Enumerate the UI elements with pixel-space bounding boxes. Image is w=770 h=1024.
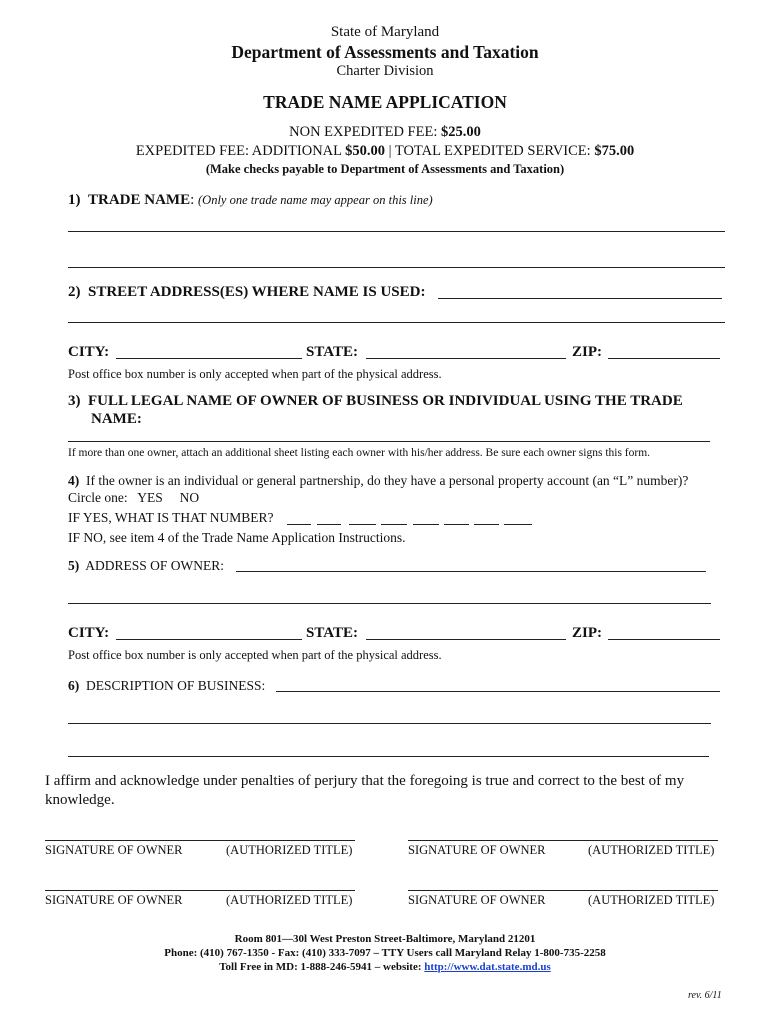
checks-note: (Make checks payable to Department of Assessments and Taxation)	[205, 162, 565, 176]
l-number-digit-3[interactable]	[349, 524, 376, 525]
footer-tollfree-row	[0, 961, 770, 973]
state-line-2[interactable]	[366, 639, 566, 640]
signature-line-2[interactable]	[408, 840, 718, 841]
circle-one-label: Circle one:	[68, 490, 128, 505]
street-address-line-1[interactable]	[438, 298, 722, 299]
trade-name-label: TRADE NAME	[88, 192, 191, 208]
state-label-2: STATE:	[306, 625, 358, 641]
section-6-number: 6)	[68, 678, 80, 693]
state-heading: State of Maryland	[330, 24, 440, 40]
legal-name-label: FULL LEGAL NAME OF OWNER OF BUSINESS OR INDIVIDUAL USING THE TRADE	[88, 393, 683, 409]
expedited-separator: | TOTAL EXPEDITED SERVICE:	[384, 143, 595, 159]
city-label-2: CITY:	[68, 625, 110, 641]
section-1-label	[68, 192, 433, 209]
trade-name-colon: :	[190, 192, 195, 208]
business-description-line-2[interactable]	[68, 723, 711, 724]
division-heading: Charter Division	[336, 63, 434, 79]
property-account-question: If the owner is an individual or general partnership, do they have a personal property account (an “L” number)?	[86, 473, 689, 488]
circle-one-row	[68, 490, 199, 506]
section-3-label-line-1	[68, 393, 683, 410]
trade-name-hint: (Only one trade name may appear on this line)	[198, 193, 433, 207]
po-box-note-2: Post office box number is only accepted when part of the physical address.	[68, 648, 442, 662]
signature-owner-label-1: SIGNATURE OF OWNER	[45, 843, 183, 857]
authorized-title-label-4: (AUTHORIZED TITLE)	[588, 893, 715, 907]
l-number-digit-7[interactable]	[474, 524, 499, 525]
expedited-value: $50.00	[345, 143, 385, 159]
po-box-note-1: Post office box number is only accepted when part of the physical address.	[68, 367, 442, 381]
l-number-digit-5[interactable]	[413, 524, 439, 525]
footer-address: Room 801—30l West Preston Street-Baltimore, Maryland 21201	[234, 933, 536, 945]
expedited-fee	[0, 143, 770, 160]
section-1-number: 1)	[68, 192, 81, 208]
l-number-digit-6[interactable]	[444, 524, 469, 525]
business-description-label: DESCRIPTION OF BUSINESS:	[86, 678, 266, 693]
form-title: TRADE NAME APPLICATION	[263, 92, 507, 112]
section-5-number: 5)	[68, 558, 80, 573]
signature-owner-label-4: SIGNATURE OF OWNER	[408, 893, 546, 907]
expedited-label: EXPEDITED FEE: ADDITIONAL	[135, 143, 346, 159]
state-line-1[interactable]	[366, 358, 566, 359]
if-no-instructions: IF NO, see item 4 of the Trade Name Application Instructions.	[68, 530, 406, 545]
zip-label-2: ZIP:	[572, 625, 602, 641]
legal-name-line[interactable]	[68, 441, 710, 442]
section-3-number: 3)	[68, 393, 81, 409]
signature-line-1[interactable]	[45, 840, 355, 841]
section-4-number: 4)	[68, 473, 80, 488]
non-expedited-fee	[0, 124, 770, 141]
if-yes-label: IF YES, WHAT IS THAT NUMBER?	[68, 510, 274, 525]
no-option[interactable]: NO	[179, 490, 200, 505]
perjury-affirmation: I affirm and acknowledge under penalties of perjury that the foregoing is true and correct to the best of my knowledge.	[45, 773, 685, 808]
yes-option[interactable]: YES	[137, 490, 163, 505]
city-label-1: CITY:	[68, 344, 110, 360]
footer-tollfree: Toll Free in MD: 1-888-246-5941 – website:	[219, 961, 425, 973]
section-5-label	[68, 558, 224, 574]
section-3-label-line-2: NAME:	[91, 411, 142, 427]
section-2-number: 2)	[68, 284, 81, 300]
signature-line-3[interactable]	[45, 890, 355, 891]
authorized-title-label-1: (AUTHORIZED TITLE)	[226, 843, 353, 857]
trade-name-line-1[interactable]	[68, 231, 725, 232]
owner-address-label: ADDRESS OF OWNER:	[85, 558, 225, 573]
department-heading: Department of Assessments and Taxation	[231, 42, 539, 62]
zip-label-1: ZIP:	[572, 344, 602, 360]
section-4-question	[68, 473, 688, 489]
street-address-label: STREET ADDRESS(ES) WHERE NAME IS USED:	[88, 284, 426, 300]
l-number-digit-1[interactable]	[287, 524, 311, 525]
revision-label: rev. 6/11	[688, 990, 722, 1001]
expedited-total: $75.00	[594, 143, 635, 159]
l-number-digit-4[interactable]	[381, 524, 407, 525]
city-line-2[interactable]	[116, 639, 302, 640]
section-2-label	[68, 284, 425, 301]
state-label-1: STATE:	[306, 344, 358, 360]
business-description-line-1[interactable]	[276, 691, 720, 692]
zip-line-1[interactable]	[608, 358, 720, 359]
zip-line-2[interactable]	[608, 639, 720, 640]
non-expedited-value: $25.00	[440, 124, 481, 140]
l-number-digit-2[interactable]	[317, 524, 341, 525]
owner-address-line-2[interactable]	[68, 603, 711, 604]
footer-phone: Phone: (410) 767-1350 - Fax: (410) 333-7097 – TTY Users call Maryland Relay 1-800-735-2258	[164, 947, 606, 959]
owner-address-line-1[interactable]	[236, 571, 706, 572]
website-link[interactable]: http://www.dat.state.md.us	[424, 961, 551, 973]
city-line-1[interactable]	[116, 358, 302, 359]
signature-line-4[interactable]	[408, 890, 718, 891]
authorized-title-label-3: (AUTHORIZED TITLE)	[226, 893, 353, 907]
signature-owner-label-2: SIGNATURE OF OWNER	[408, 843, 546, 857]
business-description-line-3[interactable]	[68, 756, 709, 757]
multiple-owners-note: If more than one owner, attach an additional sheet listing each owner with his/her address. Be sure each owner signs this form.	[68, 447, 651, 459]
non-expedited-label: NON EXPEDITED FEE:	[289, 124, 441, 140]
section-6-label	[68, 678, 265, 694]
authorized-title-label-2: (AUTHORIZED TITLE)	[588, 843, 715, 857]
l-number-digit-8[interactable]	[504, 524, 532, 525]
trade-name-line-2[interactable]	[68, 267, 725, 268]
signature-owner-label-3: SIGNATURE OF OWNER	[45, 893, 183, 907]
street-address-line-2[interactable]	[68, 322, 725, 323]
